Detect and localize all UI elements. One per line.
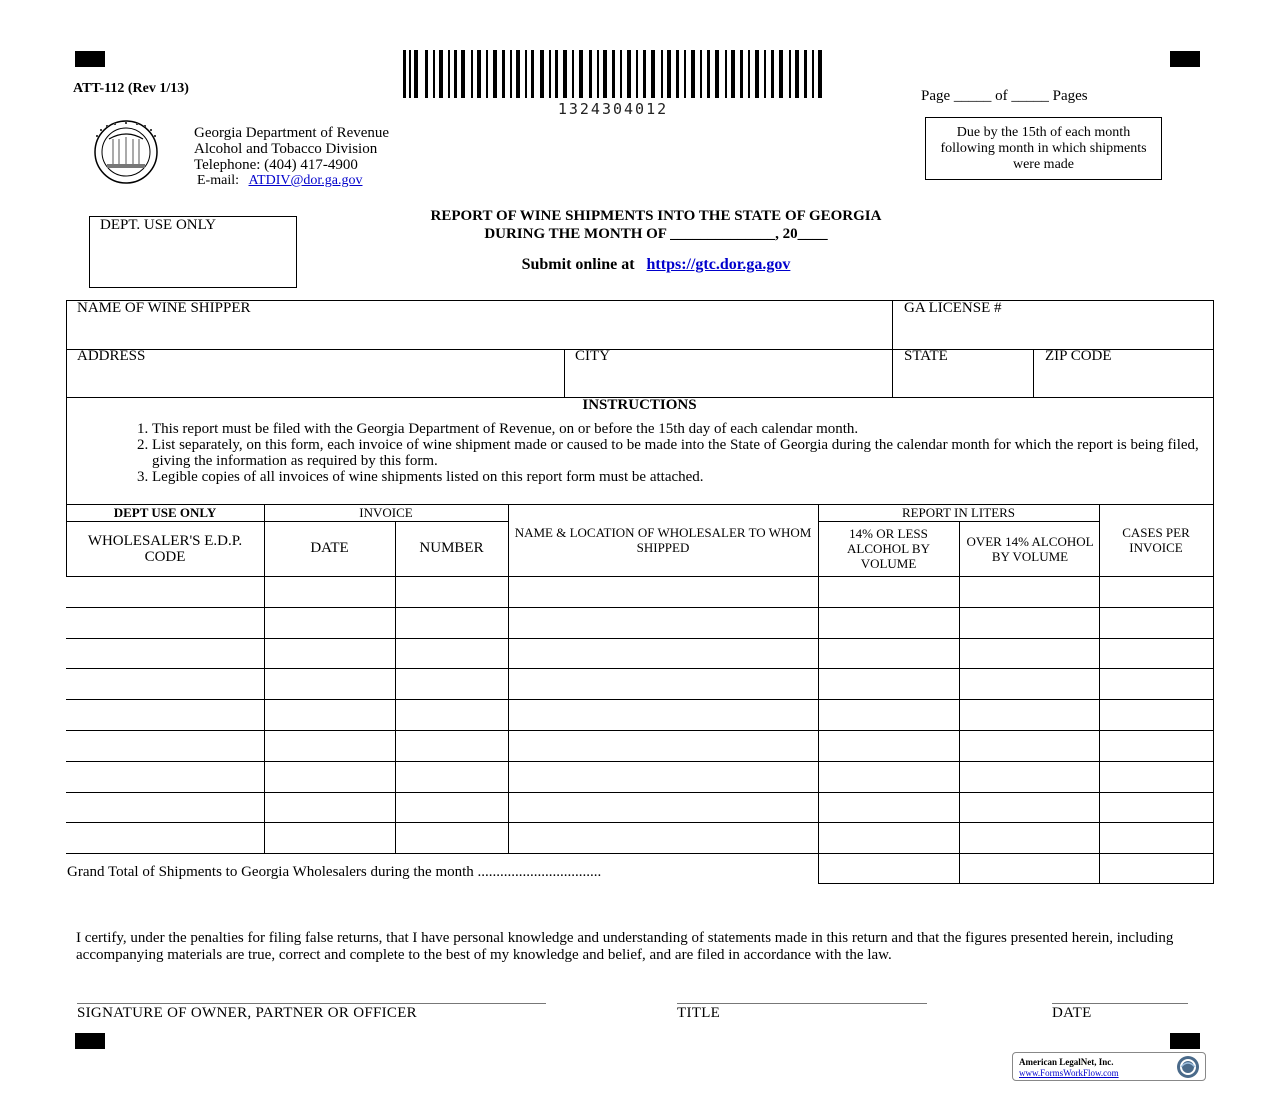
submit-online	[320, 256, 992, 274]
table-row[interactable]	[66, 638, 1214, 639]
table-row[interactable]	[66, 792, 1214, 793]
signature-label: SIGNATURE OF OWNER, PARTNER OR OFFICER	[77, 1005, 417, 1021]
license-field[interactable]: GA LICENSE #	[904, 300, 1002, 316]
invoice-group-header: INVOICE	[359, 505, 413, 520]
address-field[interactable]: ADDRESS	[77, 348, 146, 364]
georgia-seal-icon	[73, 119, 179, 185]
grand-total-label: Grand Total of Shipments to Georgia Wholesalers during the month .................................	[67, 864, 602, 880]
state-field[interactable]: STATE	[904, 348, 948, 364]
due-date-note: Due by the 15th of each month following month in which shipments were made	[925, 117, 1162, 180]
shipper-name-field[interactable]: NAME OF WINE SHIPPER	[77, 300, 251, 316]
instruction-item: 1. This report must be filed with the Georgia Department of Revenue, on or before the 15th day of each calendar month.	[152, 421, 1202, 437]
page-count-field[interactable]: Page _____ of _____ Pages	[921, 88, 1088, 104]
registration-mark-top-right	[1170, 51, 1200, 67]
cases-per-invoice-header: CASES PER INVOICE	[1122, 525, 1190, 555]
submit-label: Submit online at	[521, 256, 635, 273]
report-title	[320, 207, 992, 243]
date-line[interactable]	[1052, 1003, 1188, 1004]
table-row[interactable]	[66, 822, 1214, 823]
form-code: ATT-112 (Rev 1/13)	[73, 81, 189, 96]
table-row[interactable]	[818, 853, 1214, 854]
fourteen-or-less-header: 14% OR LESS ALCOHOL BY VOLUME	[847, 526, 930, 571]
agency-email-row	[194, 173, 389, 189]
report-title-line2: DURING THE MONTH OF ______________, 20____	[484, 226, 828, 242]
over-fourteen-header: OVER 14% ALCOHOL BY VOLUME	[966, 533, 1094, 564]
name-location-header: NAME & LOCATION OF WHOLESALER TO WHOM SHIPPED	[514, 525, 812, 555]
table-row[interactable]	[66, 607, 1214, 608]
title-label: TITLE	[677, 1005, 721, 1021]
dept-use-only-label: DEPT. USE ONLY	[100, 217, 217, 233]
table-row[interactable]	[66, 761, 1214, 762]
zip-field[interactable]: ZIP CODE	[1045, 348, 1112, 364]
agency-telephone: Telephone: (404) 417-4900	[194, 157, 358, 173]
table-row[interactable]	[66, 668, 1214, 669]
registration-mark-top-left	[75, 51, 105, 67]
table-row[interactable]	[66, 730, 1214, 731]
email-link[interactable]: ATDIV@dor.ga.gov	[248, 173, 363, 188]
report-liters-header: REPORT IN LITERS	[901, 505, 1016, 520]
barcode	[403, 50, 823, 102]
table-row	[66, 853, 818, 854]
date-label: DATE	[1052, 1005, 1092, 1021]
dept-use-only-header: DEPT USE ONLY	[113, 505, 217, 520]
registration-mark-bottom-right	[1170, 1033, 1200, 1049]
instructions-list	[112, 421, 1202, 485]
email-label: E-mail:	[197, 173, 239, 188]
certification-text: I certify, under the penalties for filing false returns, that I have personal knowledge and understanding of statements made in this return and that the figures presented herein, including accompanying materials are true, correct and complete to the best of my knowledge and belief, and are filed in accordance with the law.	[76, 930, 1174, 963]
footer-url-link[interactable]: www.FormsWorkFlow.com	[1019, 1068, 1119, 1078]
number-header: NUMBER	[419, 540, 484, 556]
instruction-item: 2. List separately, on this form, each invoice of wine shipment made or caused to be made into the State of Georgia during the calendar month for which the report is being filed, giving the information as required by this form.	[152, 437, 1202, 469]
date-header: DATE	[310, 540, 349, 556]
city-field[interactable]: CITY	[575, 348, 610, 364]
globe-logo-icon	[1172, 1054, 1204, 1080]
table-row[interactable]	[66, 699, 1214, 700]
instructions-title: INSTRUCTIONS	[582, 397, 697, 413]
agency-name: Georgia Department of Revenue	[194, 125, 390, 141]
barcode-number: 1324304012	[557, 100, 669, 118]
registration-mark-bottom-left	[75, 1033, 105, 1049]
footer-company: American LegalNet, Inc.	[1019, 1057, 1114, 1067]
report-title-line1: REPORT OF WINE SHIPMENTS INTO THE STATE OF GEORGIA	[430, 208, 882, 224]
dept-use-only-box	[89, 216, 297, 288]
form-frame	[66, 300, 1214, 884]
agency-division: Alcohol and Tobacco Division	[194, 141, 378, 157]
agency-block	[194, 125, 389, 189]
submit-link[interactable]: https://gtc.dor.ga.gov	[646, 256, 791, 273]
title-line[interactable]	[677, 1003, 927, 1004]
wholesaler-code-header: WHOLESALER'S E.D.P. CODE	[87, 532, 243, 565]
signature-line[interactable]	[77, 1003, 546, 1004]
instruction-item: 3. Legible copies of all invoices of wine shipments listed on this report form must be attached.	[152, 469, 1202, 485]
